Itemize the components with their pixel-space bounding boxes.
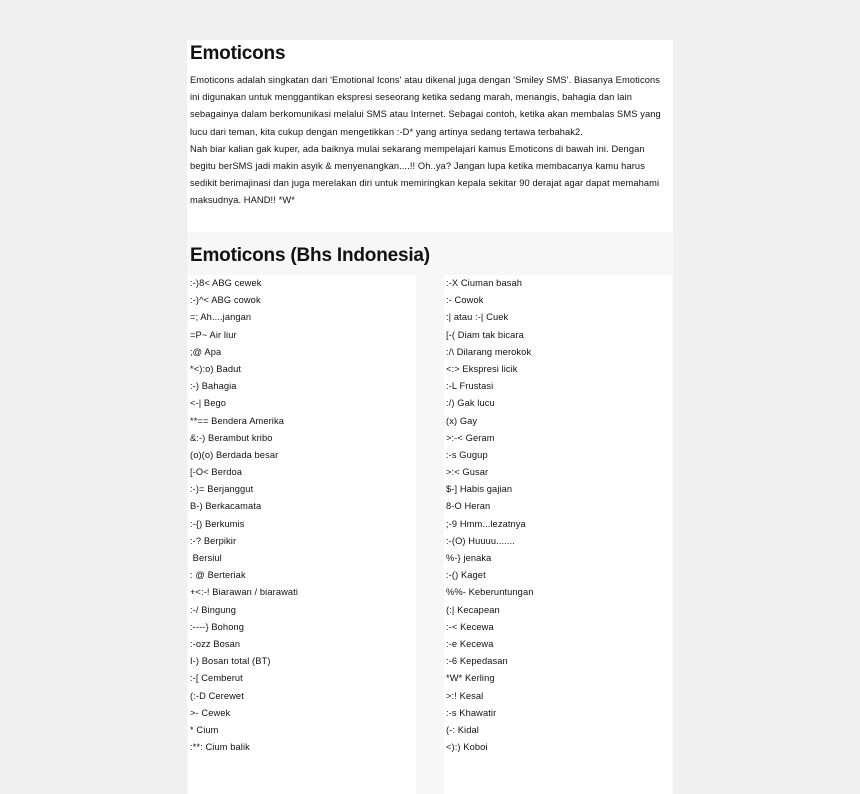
emoticon-entry: :-e Kecewa bbox=[446, 638, 494, 649]
emoticon-entry: $-] Habis gajian bbox=[446, 484, 513, 495]
emoticon-entry: [-( Diam tak bicara bbox=[446, 329, 524, 340]
emoticon-entry: **== Bendera Amerika bbox=[190, 415, 284, 426]
intro-paragraph-2: Nah biar kalian gak kuper, ada baiknya mulai sekarang mempelajari kamus Emoticons di bawah ini. Dengan begitu berSMS jadi makin asyik & menyenangkan....!! Oh..ya? Jangan lupa ketika membacanya kamu harus sedikit berimajinasi dan juga merelakan diri untuk memiringkan kepala sekitar 90 derajat agar dapat memahami maksudnya. HAND!! *W* bbox=[190, 143, 660, 206]
emoticon-entry: =P~ Air liur bbox=[190, 329, 237, 340]
emoticon-entry: :-s Gugup bbox=[446, 449, 488, 460]
emoticon-entry: :| atau :-| Cuek bbox=[446, 312, 509, 323]
emoticon-entry: * Cium bbox=[190, 724, 219, 735]
emoticon-entry: :-/ Bingung bbox=[190, 604, 237, 615]
emoticon-entry: >:! Kesal bbox=[446, 690, 484, 701]
emoticon-entry: >:-< Geram bbox=[446, 432, 495, 443]
emoticon-entry: (o)(o) Berdada besar bbox=[190, 449, 279, 460]
page-title: Emoticons bbox=[190, 43, 286, 64]
emoticon-entry: +<:-! Biarawan / biarawati bbox=[190, 587, 299, 598]
emoticon-entry: (:| Kecapean bbox=[446, 604, 500, 615]
emoticon-entry: <-| Bego bbox=[190, 398, 227, 409]
section-title: Emoticons (Bhs Indonesia) bbox=[190, 245, 430, 266]
emoticon-entry: %-} jenaka bbox=[446, 553, 492, 563]
emoticon-entry: (:-D Cerewet bbox=[190, 690, 244, 701]
emoticon-list-left bbox=[188, 275, 416, 794]
emoticon-entry: :**: Cium balik bbox=[190, 742, 250, 753]
emoticon-entry: :----} Bohong bbox=[190, 621, 245, 632]
emoticon-entry: :-X Ciuman basah bbox=[446, 278, 523, 288]
emoticon-entry: : @ Berteriak bbox=[190, 570, 246, 581]
page bbox=[187, 40, 673, 794]
emoticon-entry: &:-) Berambut kribo bbox=[190, 432, 273, 443]
emoticon-entry: :-[ Cemberut bbox=[190, 673, 243, 684]
emoticon-entry: :-6 Kepedasan bbox=[446, 656, 508, 667]
emoticon-entry: <):) Koboi bbox=[446, 742, 488, 753]
emoticon-entry: <:> Ekspresi licik bbox=[446, 363, 518, 374]
emoticon-entry: :-)^< ABG cowok bbox=[190, 295, 261, 306]
emoticon-entry: *W* Kerling bbox=[446, 673, 495, 684]
emoticon-entry: :-{) Berkumis bbox=[190, 518, 245, 529]
emoticon-entry: >- Cewek bbox=[190, 707, 231, 718]
emoticon-entry: :- Cowok bbox=[446, 295, 484, 306]
emoticon-entry: %%- Keberuntungan bbox=[446, 587, 534, 598]
intro-section bbox=[187, 40, 673, 232]
emoticon-entry: :-() Kaget bbox=[446, 570, 486, 581]
emoticon-entry: :-s Khawatir bbox=[446, 707, 497, 718]
emoticon-entry: :-(O) Huuuu....... bbox=[446, 535, 515, 546]
emoticon-entry: :/\ Dilarang merokok bbox=[446, 346, 532, 357]
emoticon-entry: :-? Berpikir bbox=[190, 535, 237, 546]
emoticon-entry: (-: Kidal bbox=[446, 724, 479, 735]
emoticon-entry: [-O< Berdoa bbox=[190, 467, 243, 478]
emoticon-entry: :-ozz Bosan bbox=[190, 638, 241, 649]
emoticon-entry: >:< Gusar bbox=[446, 467, 489, 478]
emoticon-entry: ;-9 Hmm...lezatnya bbox=[446, 518, 526, 529]
emoticon-list-right bbox=[444, 275, 672, 794]
emoticon-entry: I-) Bosan total (BT) bbox=[190, 656, 271, 667]
intro-paragraph-1: Emoticons adalah singkatan dari 'Emotional Icons' atau dikenal juga dengan 'Smiley SMS'. Biasanya Emoticons ini digunakan untuk menggantikan ekspresi seseorang ketika sedang marah, menangis, bahagia dan lain sebagainya dalam berkomunikasi melalui SMS atau Internet. Sebagai contoh, ketika akan membalas SMS yang lucu dari teman, kita cukup dengan mengetikkan :-D* yang artinya sedang tertawa terbahak2. bbox=[190, 75, 661, 137]
emoticon-entry: :-< Kecewa bbox=[446, 621, 494, 632]
emoticon-entry: :-L Frustasi bbox=[446, 381, 494, 392]
emoticon-entry: :-) Bahagia bbox=[190, 381, 237, 392]
emoticon-entry: :/) Gak lucu bbox=[446, 398, 495, 409]
intro-text bbox=[190, 72, 672, 210]
emoticon-entry: *<):o) Badut bbox=[190, 363, 242, 374]
emoticon-entry: B-) Berkacamata bbox=[190, 501, 262, 512]
emoticon-entry: 8-O Heran bbox=[446, 501, 491, 512]
emoticon-entry: (x) Gay bbox=[446, 415, 478, 426]
emoticon-entry: =; Ah....jangan bbox=[190, 312, 252, 323]
emoticon-entry: Bersiul bbox=[190, 553, 222, 563]
emoticon-entry: :-)8< ABG cewek bbox=[190, 278, 262, 288]
emoticon-entry: ;@ Apa bbox=[190, 346, 222, 357]
emoticon-entry: :-)= Berjanggut bbox=[190, 484, 254, 495]
